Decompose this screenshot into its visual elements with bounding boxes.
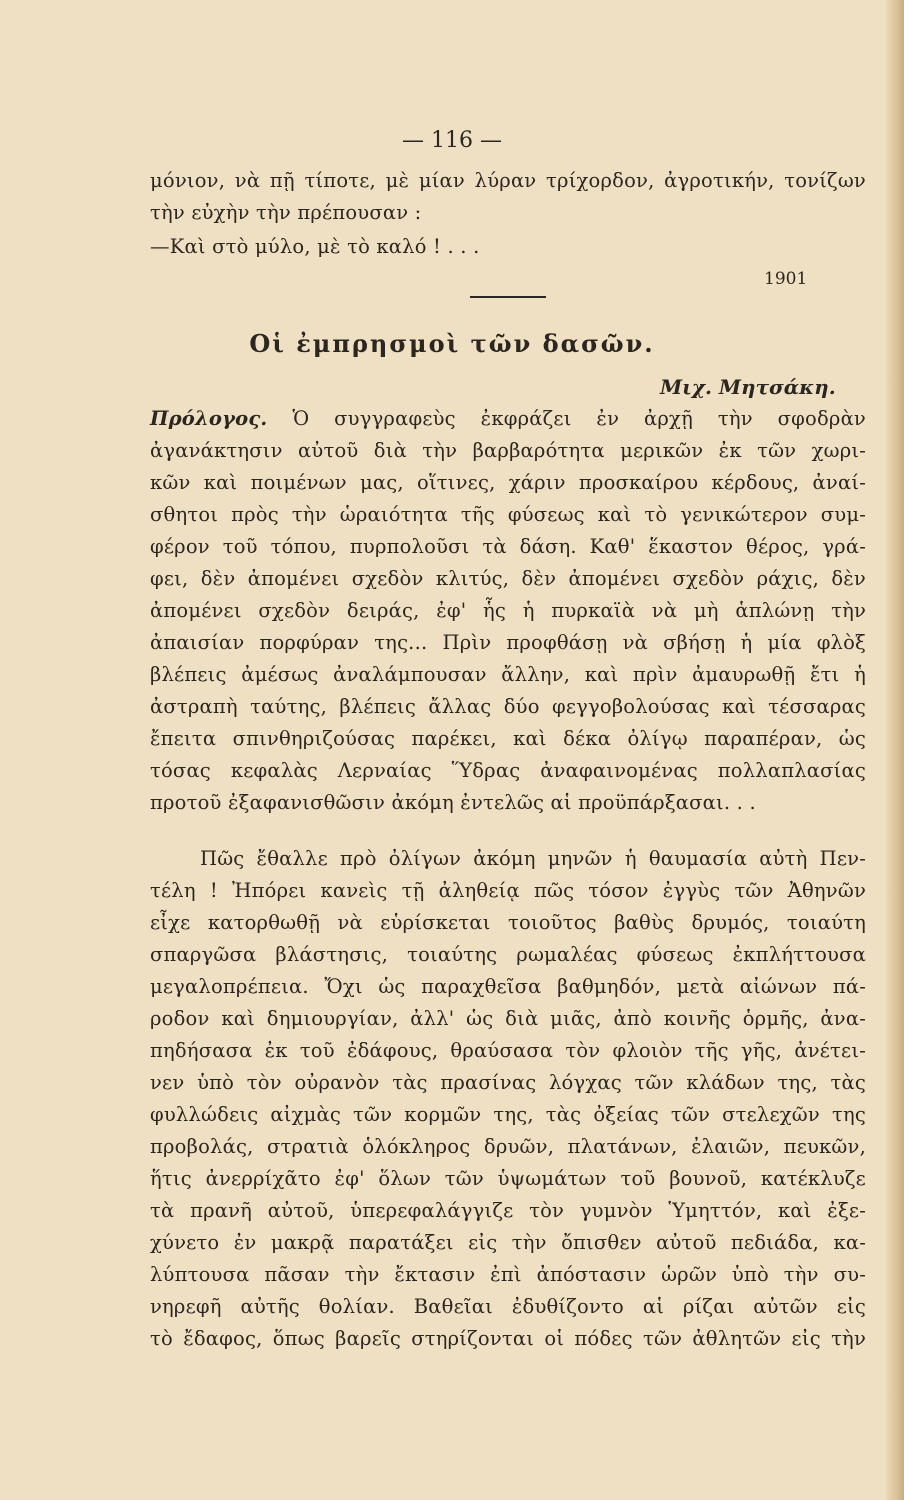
section-divider — [470, 296, 546, 298]
opening-line-3: —Καὶ στὸ μύλο, μὲ τὸ καλό ! . . . — [150, 235, 480, 258]
prologue-line-7: ἀπομένει σχεδὸν δειράς, ἐφ' ἧς ἡ πυρκαϊὰ νὰ μὴ ἁπλώνῃ τὴν — [150, 599, 866, 622]
prologue-line-4: σθητοι πρὸς τὴν ὡραιότητα τῆς φύσεως καὶ τὸ γενικώτερον συμ- — [150, 503, 866, 526]
page-number: — 116 — — [402, 128, 502, 153]
prologue-line-10: ἀστραπὴ ταύτης, βλέπεις ἄλλας δύο φεγγοβολούσας καὶ τέσσαρας — [150, 695, 866, 718]
body-line-2: τέλη ! Ἠπόρει κανεὶς τῇ ἀληθείᾳ πῶς τόσον ἐγγὺς τῶν Ἀθηνῶν — [150, 879, 866, 902]
prologue-line-2: ἀγανάκτησιν αὐτοῦ διὰ τὴν βαρβαρότητα μερικῶν ἐκ τῶν χωρι- — [150, 439, 866, 462]
body-line-9: φυλλώδεις αἰχμὰς τῶν κορμῶν της, τὰς ὀξείας τῶν στελεχῶν της — [150, 1103, 866, 1126]
year-label: 1901 — [764, 269, 808, 289]
prologue-line-6: φει, δὲν ἀπομένει σχεδὸν κλιτύς, δὲν ἀπομένει σχεδὸν ράχις, δὲν — [150, 567, 866, 590]
prologue-line-11: ἔπειτα σπινθηριζούσας παρέκει, καὶ δέκα ὀλίγῳ παραπέραν, ὡς — [150, 727, 866, 750]
prologue-line-13: προτοῦ ἐξαφανισθῶσιν ἀκόμη ἐντελῶς αἱ προϋπάρξασαι. . . — [150, 791, 756, 814]
body-line-7: πηδήσασα ἐκ τοῦ ἐδάφους, θραύσασα τὸν φλοιὸν τῆς γῆς, ἀνέτει- — [150, 1039, 866, 1062]
body-line-13: χύνετο ἐν μακρᾷ παρατάξει εἰς τὴν ὄπισθεν αὐτοῦ πεδιάδα, κα- — [150, 1231, 866, 1254]
body-line-1: Πῶς ἔθαλλε πρὸ ὀλίγων ἀκόμη μηνῶν ἡ θαυμασία αὐτὴ Πεν- — [200, 847, 866, 870]
body-line-16: τὸ ἔδαφος, ὅπως βαρεῖς στηρίζονται οἱ πόδες τῶν ἀθλητῶν εἰς τὴν — [150, 1327, 866, 1350]
page-edge — [886, 0, 904, 1500]
body-line-6: ροδον καὶ δημιουργίαν, ἀλλ' ὡς διὰ μιᾶς, ἀπὸ κοινῆς ὁρμῆς, ἀνα- — [150, 1007, 866, 1030]
prologue-line-1 — [150, 404, 866, 434]
opening-line-2: τὴν εὐχὴν τὴν πρέπουσαν : — [150, 201, 422, 224]
opening-line-1: μόνιον, νὰ πῇ τίποτε, μὲ μίαν λύραν τρίχορδον, ἀγροτικήν, τονίζων — [150, 169, 866, 192]
body-line-3: εἶχε κατορθωθῇ νὰ εὑρίσκεται τοιοῦτος βαθὺς δρυμός, τοιαύτη — [150, 911, 866, 934]
section-title: Οἱ ἐμπρησμοὶ τῶν δασῶν. — [249, 329, 655, 358]
prologue-line-12: τόσας κεφαλὰς Λερναίας Ὕδρας ἀναφαινομένας πολλαπλασίας — [150, 759, 866, 782]
body-line-14: λύπτουσα πᾶσαν τὴν ἔκτασιν ἐπὶ ἀπόστασιν ὡρῶν ὑπὸ τὴν συ- — [150, 1263, 866, 1286]
prologue-line-3: κῶν καὶ ποιμένων μας, οἵτινες, χάριν προσκαίρου κέρδους, ἀναί- — [150, 471, 866, 494]
prologue-label: Πρόλογος. — [150, 407, 268, 430]
body-line-8: νεν ὑπὸ τὸν οὐρανὸν τὰς πρασίνας λόγχας τῶν κλάδων της, τὰς — [150, 1071, 866, 1094]
body-line-5: μεγαλοπρέπεια. Ὄχι ὡς παραχθεῖσα βαθμηδόν, μετὰ αἰώνων πά- — [150, 975, 866, 998]
prologue-line-8: ἀπαισίαν πορφύραν της... Πρὶν προφθάσῃ νὰ σβήσῃ ἡ μία φλὸξ — [150, 631, 866, 654]
prologue-line-9: βλέπεις ἀμέσως ἀναλάμπουσαν ἄλλην, καὶ πρὶν ἀμαυρωθῇ ἔτι ἡ — [150, 663, 866, 686]
author-name: Μιχ. Μητσάκη. — [660, 375, 836, 399]
prologue-line-5: φέρον τοῦ τόπου, πυρπολοῦσι τὰ δάση. Καθ' ἕκαστον θέρος, γρά- — [150, 535, 866, 558]
prologue-line-1-text: Ὁ συγγραφεὺς ἐκφράζει ἐν ἀρχῇ τὴν σφοδρὰν — [292, 407, 866, 430]
body-line-11: ἥτις ἀνερρίχᾶτο ἐφ' ὅλων τῶν ὑψωμάτων τοῦ βουνοῦ, κατέκλυζε — [150, 1167, 866, 1190]
body-line-15: νηρεφῆ αὐτῆς θολίαν. Βαθεῖαι ἐδυθίζοντο αἱ ρίζαι αὐτῶν εἰς — [150, 1295, 866, 1318]
body-line-4: σπαργῶσα βλάστησις, τοιαύτης ρωμαλέας φύσεως ἐκπλήττουσα — [150, 943, 866, 966]
body-line-10: προβολάς, στρατιὰ ὁλόκληρος δρυῶν, πλατάνων, ἐλαιῶν, πευκῶν, — [150, 1135, 866, 1158]
body-line-12: τὰ πρανῆ αὐτοῦ, ὑπερεφαλάγγιζε τὸν γυμνὸν Ὑμηττόν, καὶ ἐξε- — [150, 1199, 866, 1222]
